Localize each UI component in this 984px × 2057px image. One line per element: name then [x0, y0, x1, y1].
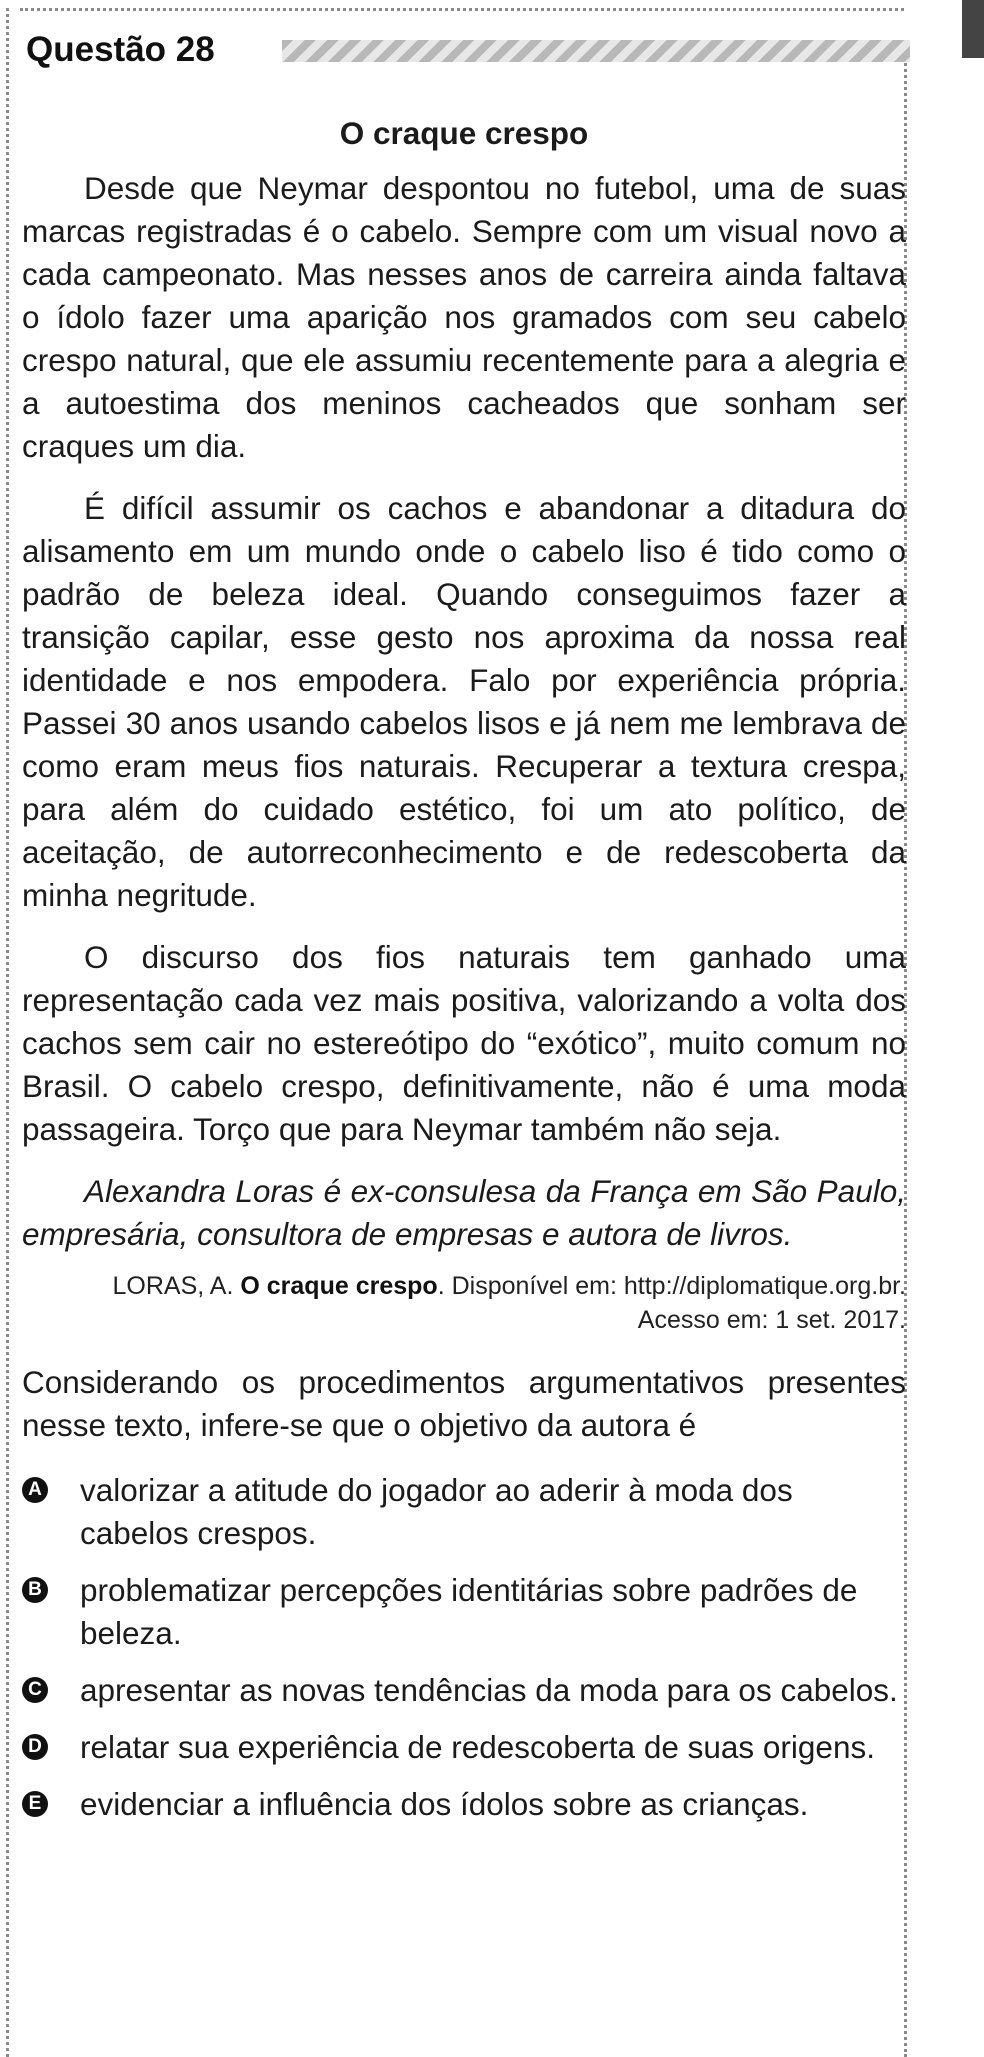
answer-option-e[interactable]: [22, 1783, 906, 1826]
answer-option-c[interactable]: [22, 1669, 906, 1712]
corner-bar: [962, 0, 984, 58]
option-letter-badge: E: [22, 1791, 48, 1817]
dotted-border-left: [6, 8, 9, 2057]
reference-title: O craque crespo: [240, 1272, 438, 1300]
reference-availability: . Disponível em: http://diplomatique.org.br.: [437, 1272, 906, 1300]
answer-option-b[interactable]: [22, 1569, 906, 1655]
text-paragraph-1: Desde que Neymar despontou no futebol, uma de suas marcas registradas é o cabelo. Sempre com um visual novo a cada campeonato. Mas nesses anos de carreira ainda faltava o ídolo fazer uma aparição nos gramados com seu cabelo crespo natural, que ele assumiu recentemente para a alegria e a autoestima dos meninos cacheados que sonham ser craques um dia.: [22, 170, 906, 464]
question-stem: Considerando os procedimentos argumentativos presentes nesse texto, infere-se que o objetivo da autora é: [22, 1364, 906, 1443]
option-letter-badge: B: [22, 1577, 48, 1603]
question-content: [22, 112, 906, 1840]
option-text: evidenciar a influência dos ídolos sobre as crianças.: [80, 1786, 809, 1822]
option-text: apresentar as novas tendências da moda para os cabelos.: [80, 1672, 898, 1708]
source-reference: [22, 1269, 906, 1337]
option-text: valorizar a atitude do jogador ao aderir à moda dos cabelos crespos.: [80, 1472, 793, 1551]
option-text: problematizar percepções identitárias sobre padrões de beleza.: [80, 1572, 858, 1651]
text-paragraph-3: O discurso dos fios naturais tem ganhado uma representação cada vez mais positiva, valorizando a volta dos cachos sem cair no estereótipo do “exótico”, muito comum no Brasil. O cabelo crespo, definitivamente, não é uma moda passageira. Torço que para Neymar também não seja.: [22, 939, 906, 1147]
answer-options: [22, 1469, 906, 1826]
dotted-border-top: [20, 8, 904, 11]
option-letter-badge: A: [22, 1477, 48, 1503]
option-text: relatar sua experiência de redescoberta de suas origens.: [80, 1729, 875, 1765]
reference-access: Acesso em: 1 set. 2017.: [637, 1306, 906, 1334]
answer-option-a[interactable]: [22, 1469, 906, 1555]
text-title: O craque crespo: [339, 115, 589, 151]
author-bio: Alexandra Loras é ex-consulesa da França em São Paulo, empresária, consultora de empresas e autora de livros.: [22, 1173, 906, 1252]
header-decorative-strip: [282, 40, 910, 62]
option-letter-badge: C: [22, 1677, 48, 1703]
reference-author: LORAS, A.: [112, 1272, 234, 1300]
answer-option-d[interactable]: [22, 1726, 906, 1769]
question-number: Questão 28: [26, 30, 215, 69]
option-letter-badge: D: [22, 1734, 48, 1760]
text-paragraph-2: É difícil assumir os cachos e abandonar a ditadura do alisamento em um mundo onde o cabelo liso é tido como o padrão de beleza ideal. Quando conseguimos fazer a transição capilar, esse gesto nos aproxima da nossa real identidade e nos empodera. Falo por experiência própria. Passei 30 anos usando cabelos lisos e já nem me lembrava de como eram meus fios naturais. Recuperar a textura crespa, para além do cuidado estético, foi um ato político, de aceitação, de autorreconhecimento e de redescoberta da minha negritude.: [22, 490, 906, 913]
